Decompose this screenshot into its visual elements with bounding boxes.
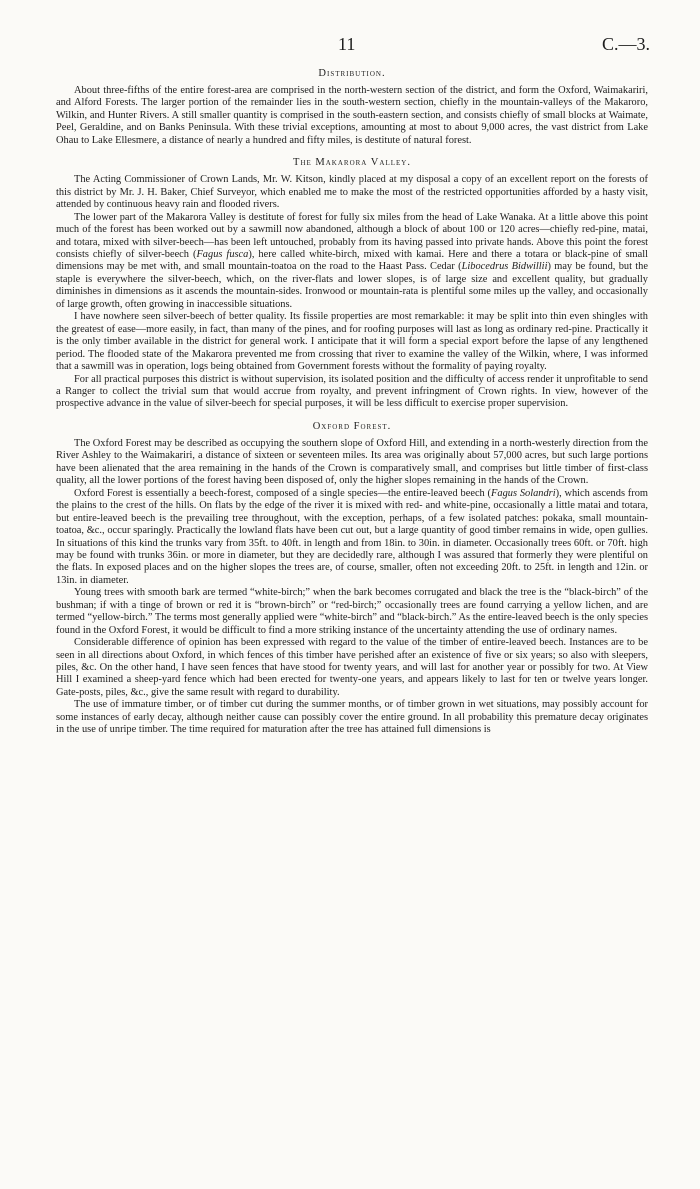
paragraph: About three-fifths of the entire forest-area are comprised in the north-western section of the district, and form the Oxford, Waimakariri, and Alford Forests. The larger portion of the remainder lies in the south-western section, chiefly in the mountain-valleys of the Makaroro, Wilkin, and Hunter Rivers. A still smaller quantity is comprised in the south-eastern section, and consists chiefly of small blocks at Waimate, Peel, Geraldine, and on Banks Peninsula. With these trivial exceptions, amounting at most to about 9,000 acres, the vast district from Lake Ohau to Lake Ellesmere, a distance of nearly a hundred and fifty miles, is destitute of natural forest. [56, 85, 648, 146]
paragraph: Considerable difference of opinion has been expressed with regard to the value of the timber of entire-leaved beech. Instances are to be seen in all directions about Oxford, in which fences of this timber have perished after an existence of five or six years; so also with sleepers, piles, &c. On the other hand, I have seen fences that have stood for twenty years, and will last for another year or possibly for two. At View Hill I examined a sheep-yard fence which had been erected for twenty-one years, and appears likely to last for ten or twelve years longer. Gate-posts, piles, &c., give the same result with regard to durability. [56, 637, 648, 698]
section-distribution [56, 68, 648, 147]
paragraph: I have nowhere seen silver-beech of better quality. Its fissile properties are most remarkable: it may be split into thin even shingles with the greatest of ease—more easily, in fact, than many of the pines, and for roofing purposes will last as long as ordinary red-pine. Practically it is the only timber available in the district for general work. I anticipate that it will form a special export before the lapse of any lengthened period. The flooded state of the Makarora prevented me from crossing that river to examine the valley of the Wilkin, where, I was informed that a sawmill was in operation, logs being obtained from Government forests without the formality of paying royalty. [56, 311, 648, 373]
section-heading: Oxford Forest. [312, 420, 392, 432]
section-makarora-valley [56, 157, 648, 411]
page-number: 11 [338, 34, 356, 54]
page-header [0, 34, 700, 56]
paragraph: The Oxford Forest may be described as occupying the southern slope of Oxford Hill, and extending in a north-westerly direction from the River Ashley to the Waimakariri, a distance of sixteen or seventeen miles. Its area was originally about 57,000 acres, but such large portions have been alienated that the area remaining in the hands of the Crown is comparatively small, and comprises but little timber of first-class quality, all the lower portions of the forest having been disposed of, only the higher slopes remaining in the hands of the Crown. [56, 437, 648, 487]
paragraph: For all practical purposes this district is without supervision, its isolated position and the difficulty of access render it unprofitable to send a Ranger to collect the trivial sum that would accrue from royalty, and prevent infringment of Crown rights. In view, however of the prospective advance in the value of silver-beech for special purposes, it will be less difficult to exercise proper supervision. [56, 373, 648, 410]
paragraph: The lower part of the Makarora Valley is destitute of forest for fully six miles from the head of Lake Wanaka. At a little above this point much of the forest has been worked out by a sawmill now abandoned, although a block of about 100 or 120 acres—chiefly red-pine, matai, and totara, mixed with silver-beech—has been left untouched, probably from its having passed into private hands. Above this point the forest consists chiefly of silver-beech (Fagus fusca), here called white-birch, mixed with kamai. Here and there a totara or black-pine of small dimensions may be met with, and small mountain-toatoa on the road to the Haast Pass. Cedar (Libocedrus Bidwillii) may be found, but the staple is everywhere the silver-beech, which, on the river-flats and lower slopes, is of large size and excellent quality, but gradually diminishes in dimensions as it ascends the mountain-sides. Ironwood or mountain-rata is plentiful some miles up the valley, and occasionally of large growth, often growing in inaccessible situations. [56, 211, 648, 310]
paragraph: The Acting Commissioner of Crown Lands, Mr. W. Kitson, kindly placed at my disposal a copy of an excellent report on the forests of this district by Mr. J. H. Baker, Chief Surveyor, which enabled me to make the most of the restricted opportunities afforded by a hasty visit, attended by continuous heavy rain and flooded rivers. [56, 174, 648, 211]
section-heading: The Makarora Valley. [293, 157, 411, 169]
section-oxford-forest [56, 421, 648, 737]
paragraph: Young trees with smooth bark are termed “white-birch;” when the bark becomes corrugated and black the tree is the “black-birch” of the bushman; if with a tinge of brown or red it is “brown-birch” or “red-birch;” occasionally trees are found carrying a yellow lichen, and are termed “yellow-birch.” The terms most generally applied were “white-birch” and “black-birch.” As the entire-leaved beech is the only species found in the Oxford Forest, it would be difficult to find a more striking instance of the uncertainty attending the use of ordinary names. [56, 587, 648, 636]
document-reference: C.—3. [601, 34, 650, 54]
paragraph: The use of immature timber, or of timber cut during the summer months, or of timber grown in wet situations, may possibly account for some instances of early decay, although neither cause can possibly cover the entire ground. In all probability this premature decay originates in the use of unripe timber. The time required for maturation after the tree has attained full dimensions is [56, 699, 648, 736]
section-heading: Distribution. [318, 68, 386, 79]
document-body [56, 68, 648, 747]
paragraph: Oxford Forest is essentially a beech-forest, composed of a single species—the entire-leaved beech (Fagus Solandri), which ascends from the plains to the crest of the hills. On flats by the edge of the river it is mixed with red- and white-pine, occasionally a little matai and totara, but entire-leaved beech is the prevailing tree throughout, with the exception, perhaps, of a few isolated patches: pokaka, small mountain-toatoa, &c., occur sparingly. Practically the lowland flats have been cut out, but a large quantity of good timber remains in wide, open gullies. In situations of this kind the trunks vary from 35ft. to 40ft. in length and from 18in. to 30in. in diameter. Occasionally trees 60ft. or 70ft. high may be found with trunks 36in. or more in diameter, but they are decidedly rare, although I was assured that formerly they were plentiful on the flats. In exposed places and on the higher slopes the trees are, of course, smaller, often not exceeding 20ft. to 25ft. in length and 12in. or 13in. in diameter. [56, 487, 648, 586]
